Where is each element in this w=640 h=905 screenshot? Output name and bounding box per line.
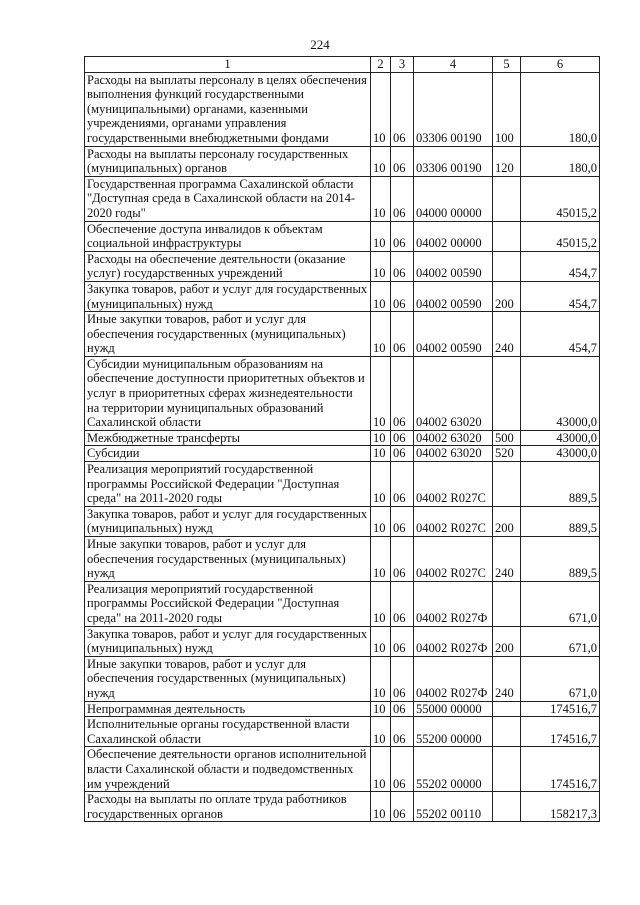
table-row xyxy=(85,146,600,176)
row-amount-cell: 180,0 xyxy=(521,146,600,176)
table-row xyxy=(85,506,600,536)
row-expense-type-cell xyxy=(493,176,521,221)
row-amount-cell: 174516,7 xyxy=(521,701,600,717)
row-amount-cell: 174516,7 xyxy=(521,717,600,747)
row-subsection-cell: 06 xyxy=(391,72,414,146)
row-amount-cell: 45015,2 xyxy=(521,221,600,251)
row-subsection-cell: 06 xyxy=(391,312,414,357)
row-amount-cell: 889,5 xyxy=(521,506,600,536)
row-target-code-cell: 04002 R027Ф xyxy=(414,581,493,626)
column-header-amount: 6 xyxy=(521,57,600,73)
table-row xyxy=(85,581,600,626)
row-target-code-cell: 55200 00000 xyxy=(414,717,493,747)
row-subsection-cell: 06 xyxy=(391,281,414,311)
row-expense-type-cell: 120 xyxy=(493,146,521,176)
row-target-code-cell: 04002 00590 xyxy=(414,251,493,281)
row-expense-type-cell xyxy=(493,717,521,747)
row-section-cell: 10 xyxy=(371,747,391,792)
page-number: 224 xyxy=(310,37,330,52)
row-section-cell: 10 xyxy=(371,176,391,221)
row-name-cell: Непрограммная деятельность xyxy=(85,701,371,717)
row-subsection-cell: 06 xyxy=(391,537,414,582)
row-amount-cell: 454,7 xyxy=(521,251,600,281)
table-row xyxy=(85,281,600,311)
table-row xyxy=(85,717,600,747)
table-row xyxy=(85,701,600,717)
row-name-cell: Обеспечение доступа инвалидов к объектам социальной инфраструктуры xyxy=(85,221,371,251)
row-section-cell: 10 xyxy=(371,446,391,462)
row-subsection-cell: 06 xyxy=(391,626,414,656)
row-section-cell: 10 xyxy=(371,792,391,822)
row-expense-type-cell xyxy=(493,356,521,430)
table-row xyxy=(85,792,600,822)
row-subsection-cell: 06 xyxy=(391,356,414,430)
row-target-code-cell: 55202 00110 xyxy=(414,792,493,822)
table-row xyxy=(85,312,600,357)
row-section-cell: 10 xyxy=(371,430,391,446)
row-subsection-cell: 06 xyxy=(391,446,414,462)
table-row xyxy=(85,537,600,582)
row-target-code-cell: 04002 00000 xyxy=(414,221,493,251)
row-name-cell: Иные закупки товаров, работ и услуг для обеспечения государственных (муниципальных) нужд xyxy=(85,312,371,357)
row-target-code-cell: 04002 00590 xyxy=(414,312,493,357)
row-target-code-cell: 04002 R027Ф xyxy=(414,626,493,656)
table-row xyxy=(85,747,600,792)
row-subsection-cell: 06 xyxy=(391,251,414,281)
row-name-cell: Реализация мероприятий государственной программы Российской Федерации "Доступная среда" на 2011-2020 годы xyxy=(85,462,371,507)
row-section-cell: 10 xyxy=(371,281,391,311)
row-subsection-cell: 06 xyxy=(391,656,414,701)
row-target-code-cell: 03306 00190 xyxy=(414,146,493,176)
row-expense-type-cell xyxy=(493,221,521,251)
row-amount-cell: 671,0 xyxy=(521,626,600,656)
row-target-code-cell: 55000 00000 xyxy=(414,701,493,717)
table-row xyxy=(85,446,600,462)
row-subsection-cell: 06 xyxy=(391,701,414,717)
row-name-cell: Расходы на выплаты персоналу государственных (муниципальных) органов xyxy=(85,146,371,176)
row-expense-type-cell: 100 xyxy=(493,72,521,146)
row-amount-cell: 158217,3 xyxy=(521,792,600,822)
row-subsection-cell: 06 xyxy=(391,581,414,626)
row-amount-cell: 671,0 xyxy=(521,581,600,626)
row-name-cell: Субсидии муниципальным образованиям на обеспечение доступности приоритетных объектов и услуг в приоритетных сферах жизнедеятельности на территории муниципальных образований Сахалинской области xyxy=(85,356,371,430)
column-header-section: 2 xyxy=(371,57,391,73)
row-expense-type-cell xyxy=(493,747,521,792)
row-amount-cell: 43000,0 xyxy=(521,430,600,446)
row-expense-type-cell: 520 xyxy=(493,446,521,462)
row-name-cell: Расходы на обеспечение деятельности (оказание услуг) государственных учреждений xyxy=(85,251,371,281)
row-section-cell: 10 xyxy=(371,717,391,747)
row-name-cell: Расходы на выплаты по оплате труда работников государственных органов xyxy=(85,792,371,822)
row-expense-type-cell: 200 xyxy=(493,506,521,536)
table-row xyxy=(85,176,600,221)
row-amount-cell: 43000,0 xyxy=(521,446,600,462)
row-amount-cell: 454,7 xyxy=(521,281,600,311)
row-target-code-cell: 04002 R027C xyxy=(414,537,493,582)
row-name-cell: Межбюджетные трансферты xyxy=(85,430,371,446)
row-target-code-cell: 04002 00590 xyxy=(414,281,493,311)
table-row xyxy=(85,626,600,656)
row-expense-type-cell xyxy=(493,792,521,822)
row-subsection-cell: 06 xyxy=(391,747,414,792)
row-amount-cell: 180,0 xyxy=(521,72,600,146)
row-name-cell: Закупка товаров, работ и услуг для государственных (муниципальных) нужд xyxy=(85,281,371,311)
row-section-cell: 10 xyxy=(371,537,391,582)
table-row xyxy=(85,430,600,446)
row-expense-type-cell: 200 xyxy=(493,626,521,656)
row-name-cell: Обеспечение деятельности органов исполнительной власти Сахалинской области и подведомственных им учреждений xyxy=(85,747,371,792)
row-name-cell: Закупка товаров, работ и услуг для государственных (муниципальных) нужд xyxy=(85,506,371,536)
row-target-code-cell: 03306 00190 xyxy=(414,72,493,146)
table-body xyxy=(85,72,600,822)
row-subsection-cell: 06 xyxy=(391,430,414,446)
row-name-cell: Реализация мероприятий государственной программы Российской Федерации "Доступная среда" на 2011-2020 годы xyxy=(85,581,371,626)
row-section-cell: 10 xyxy=(371,221,391,251)
row-section-cell: 10 xyxy=(371,251,391,281)
row-name-cell: Иные закупки товаров, работ и услуг для обеспечения государственных (муниципальных) нужд xyxy=(85,537,371,582)
row-target-code-cell: 04002 R027C xyxy=(414,506,493,536)
row-target-code-cell: 55202 00000 xyxy=(414,747,493,792)
row-expense-type-cell: 500 xyxy=(493,430,521,446)
row-section-cell: 10 xyxy=(371,626,391,656)
table-row xyxy=(85,356,600,430)
row-subsection-cell: 06 xyxy=(391,221,414,251)
row-target-code-cell: 04002 R027C xyxy=(414,462,493,507)
row-expense-type-cell: 200 xyxy=(493,281,521,311)
row-subsection-cell: 06 xyxy=(391,462,414,507)
row-expense-type-cell xyxy=(493,701,521,717)
row-section-cell: 10 xyxy=(371,506,391,536)
budget-table xyxy=(84,56,600,822)
row-section-cell: 10 xyxy=(371,146,391,176)
row-expense-type-cell xyxy=(493,581,521,626)
row-expense-type-cell: 240 xyxy=(493,656,521,701)
row-target-code-cell: 04000 00000 xyxy=(414,176,493,221)
row-section-cell: 10 xyxy=(371,581,391,626)
table-row xyxy=(85,72,600,146)
row-amount-cell: 889,5 xyxy=(521,537,600,582)
table-row xyxy=(85,221,600,251)
column-header-expense-type: 5 xyxy=(493,57,521,73)
row-section-cell: 10 xyxy=(371,701,391,717)
row-name-cell: Исполнительные органы государственной власти Сахалинской области xyxy=(85,717,371,747)
row-subsection-cell: 06 xyxy=(391,506,414,536)
row-name-cell: Закупка товаров, работ и услуг для государственных (муниципальных) нужд xyxy=(85,626,371,656)
row-subsection-cell: 06 xyxy=(391,717,414,747)
row-name-cell: Государственная программа Сахалинской области "Доступная среда в Сахалинской области на 2014-2020 годы" xyxy=(85,176,371,221)
row-expense-type-cell: 240 xyxy=(493,312,521,357)
row-expense-type-cell xyxy=(493,251,521,281)
row-amount-cell: 454,7 xyxy=(521,312,600,357)
row-section-cell: 10 xyxy=(371,656,391,701)
row-section-cell: 10 xyxy=(371,462,391,507)
row-amount-cell: 671,0 xyxy=(521,656,600,701)
column-header-subsection: 3 xyxy=(391,57,414,73)
row-subsection-cell: 06 xyxy=(391,792,414,822)
row-amount-cell: 45015,2 xyxy=(521,176,600,221)
column-header-target-code: 4 xyxy=(414,57,493,73)
row-subsection-cell: 06 xyxy=(391,176,414,221)
row-name-cell: Иные закупки товаров, работ и услуг для обеспечения государственных (муниципальных) нужд xyxy=(85,656,371,701)
row-expense-type-cell: 240 xyxy=(493,537,521,582)
row-amount-cell: 43000,0 xyxy=(521,356,600,430)
row-expense-type-cell xyxy=(493,462,521,507)
row-target-code-cell: 04002 63020 xyxy=(414,356,493,430)
table-row xyxy=(85,251,600,281)
row-name-cell: Субсидии xyxy=(85,446,371,462)
row-name-cell: Расходы на выплаты персоналу в целях обеспечения выполнения функций государственными (муниципальными) органами, казенными учреждениями, органами управления государственными внебюджетными фондами xyxy=(85,72,371,146)
table-row xyxy=(85,656,600,701)
row-section-cell: 10 xyxy=(371,356,391,430)
row-section-cell: 10 xyxy=(371,72,391,146)
row-amount-cell: 889,5 xyxy=(521,462,600,507)
table-header-row xyxy=(85,57,600,73)
table-row xyxy=(85,462,600,507)
row-subsection-cell: 06 xyxy=(391,146,414,176)
row-amount-cell: 174516,7 xyxy=(521,747,600,792)
column-header-name: 1 xyxy=(85,57,371,73)
row-target-code-cell: 04002 63020 xyxy=(414,446,493,462)
row-target-code-cell: 04002 63020 xyxy=(414,430,493,446)
row-section-cell: 10 xyxy=(371,312,391,357)
row-target-code-cell: 04002 R027Ф xyxy=(414,656,493,701)
